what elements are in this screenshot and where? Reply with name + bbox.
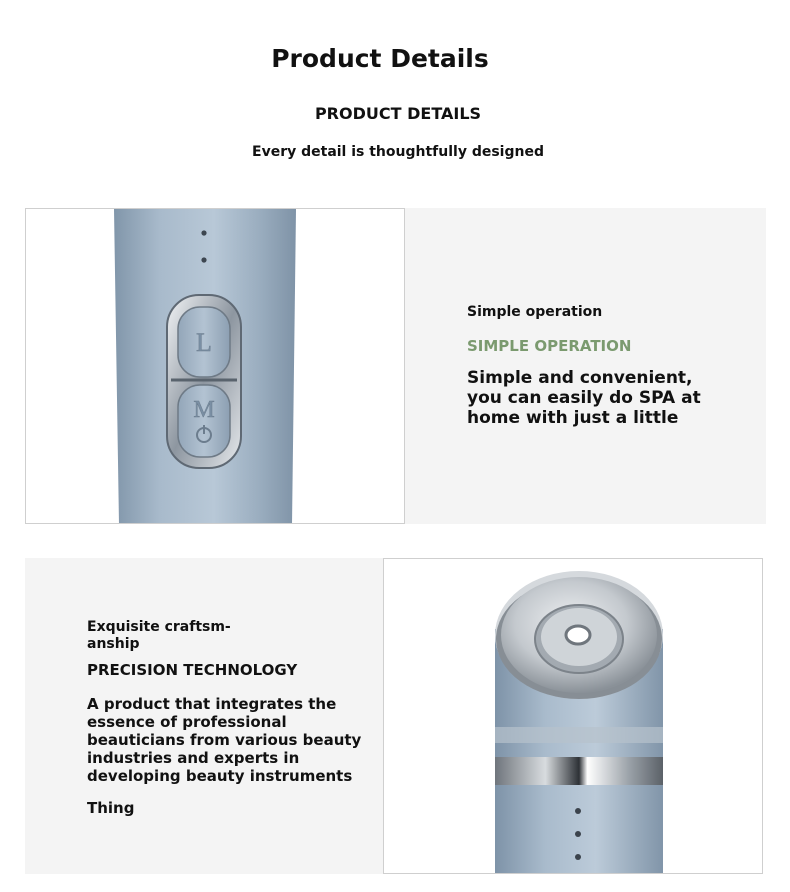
device-tip-photo	[383, 558, 763, 874]
craftsmanship-label: Exquisite craftsm-anship	[87, 619, 231, 652]
button-m-glyph: M	[193, 397, 215, 423]
operation-heading: SIMPLE OPERATION	[467, 337, 632, 355]
operation-body: Simple and convenient, you can easily do SPA at home with just a little	[467, 368, 701, 428]
page-title: Product Details	[271, 44, 489, 73]
craftsmanship-footer: Thing	[87, 799, 135, 817]
button-l-glyph: L	[196, 328, 212, 357]
tagline: Every detail is thoughtfully designed	[252, 144, 544, 160]
operation-label: Simple operation	[467, 304, 603, 320]
craftsmanship-heading: PRECISION TECHNOLOGY	[87, 661, 298, 679]
operation-text	[467, 304, 727, 428]
craftsmanship-body: A product that integrates the essence of professional beauticians from various beauty industries and experts in developing beauty instruments	[87, 695, 362, 785]
device-buttons-photo	[25, 208, 405, 524]
craftsmanship-text	[87, 619, 379, 817]
section-subtitle: PRODUCT DETAILS	[314, 104, 482, 123]
